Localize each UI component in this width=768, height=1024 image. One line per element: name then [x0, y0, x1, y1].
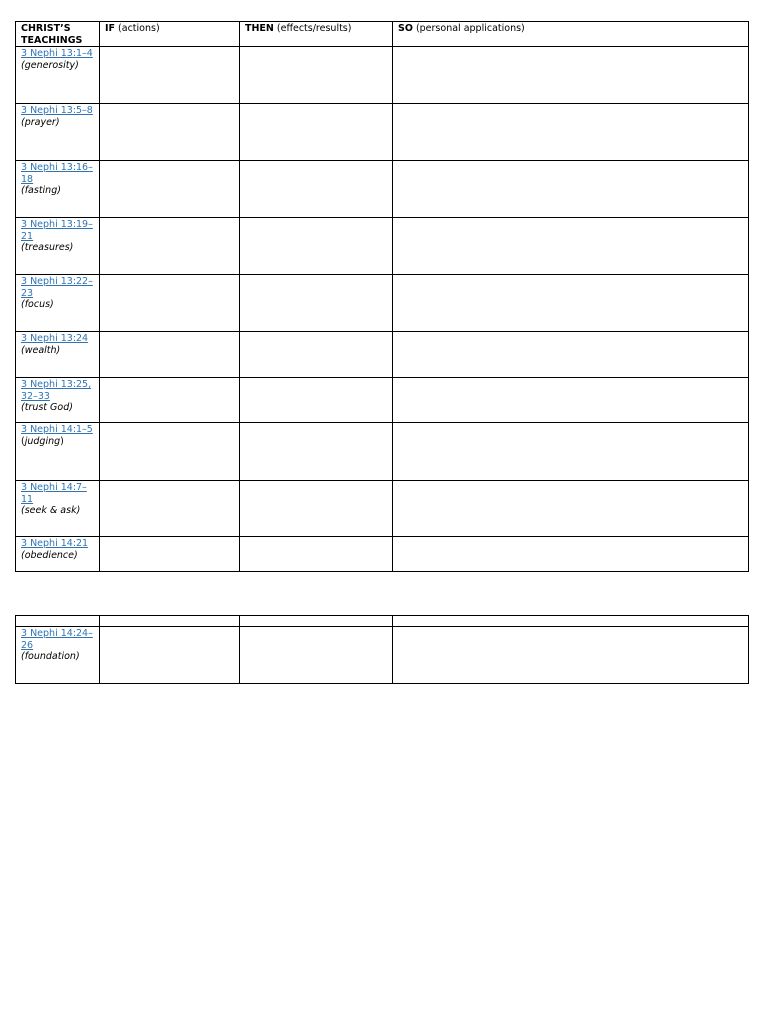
so-cell[interactable] — [393, 47, 749, 104]
header-teachings-label: CHRIST’S TEACHINGS — [21, 23, 83, 46]
so-cell[interactable] — [393, 627, 749, 684]
header-so-rest: (personal applications) — [412, 23, 525, 34]
teaching-cell — [16, 378, 100, 423]
table-row — [16, 537, 749, 572]
teaching-cell — [16, 332, 100, 378]
so-cell[interactable] — [393, 104, 749, 161]
header-teachings — [16, 22, 100, 47]
if-cell[interactable] — [100, 275, 240, 332]
continued-header-row — [16, 616, 749, 627]
topic-label: (generosity) — [21, 59, 79, 71]
then-cell[interactable] — [240, 378, 393, 423]
header-then-rest: (effects/results) — [273, 23, 352, 34]
scripture-link[interactable]: 3 Nephi 13:19–21 — [21, 219, 93, 242]
then-cell[interactable] — [240, 275, 393, 332]
then-cell[interactable] — [240, 423, 393, 481]
topic-open-paren: ( — [21, 435, 25, 447]
topic-label: (treasures) — [21, 242, 74, 253]
table-row — [16, 378, 749, 423]
table-row — [16, 627, 749, 684]
scripture-link[interactable]: 3 Nephi 13:24 — [21, 333, 89, 344]
if-cell[interactable] — [100, 161, 240, 218]
teaching-cell — [16, 218, 100, 275]
table-row — [16, 275, 749, 332]
topic-close-paren: ) — [60, 435, 64, 447]
table-row — [16, 47, 749, 104]
teaching-cell — [16, 104, 100, 161]
if-cell[interactable] — [100, 332, 240, 378]
topic-label: (seek & ask) — [21, 505, 81, 516]
scripture-link[interactable]: 3 Nephi 14:24–26 — [21, 628, 93, 651]
if-cell[interactable] — [100, 104, 240, 161]
then-cell[interactable] — [240, 161, 393, 218]
topic-label: (obedience) — [21, 549, 78, 561]
topic-label: (wealth) — [21, 344, 61, 356]
teaching-cell — [16, 627, 100, 684]
scripture-link[interactable]: 3 Nephi 13:5–8 — [21, 105, 93, 116]
teaching-cell — [16, 481, 100, 537]
header-so-bold: SO — [398, 23, 413, 34]
if-cell[interactable] — [100, 481, 240, 537]
scripture-link[interactable]: 3 Nephi 14:21 — [21, 538, 89, 549]
then-cell[interactable] — [240, 332, 393, 378]
scripture-link[interactable]: 3 Nephi 13:16–18 — [21, 162, 93, 185]
if-cell[interactable] — [100, 47, 240, 104]
table-row — [16, 332, 749, 378]
if-cell[interactable] — [100, 378, 240, 423]
so-cell[interactable] — [393, 481, 749, 537]
then-cell[interactable] — [240, 627, 393, 684]
teachings-table-continued — [15, 615, 749, 684]
topic-label: (prayer) — [21, 116, 60, 128]
empty-header-cell — [240, 616, 393, 627]
if-cell[interactable] — [100, 218, 240, 275]
header-so — [393, 22, 749, 47]
topic-label: (fasting) — [21, 185, 61, 196]
header-then-bold: THEN — [245, 23, 274, 34]
topic-label: (focus) — [21, 299, 54, 310]
header-if-rest: (actions) — [115, 23, 160, 34]
topic-label: (trust God) — [21, 402, 73, 413]
scripture-link[interactable]: 3 Nephi 13:22–23 — [21, 276, 93, 299]
then-cell[interactable] — [240, 47, 393, 104]
then-cell[interactable] — [240, 218, 393, 275]
scripture-link[interactable]: 3 Nephi 14:1–5 — [21, 424, 93, 435]
teaching-cell — [16, 161, 100, 218]
if-cell[interactable] — [100, 423, 240, 481]
topic-word: judging — [24, 435, 61, 447]
so-cell[interactable] — [393, 218, 749, 275]
then-cell[interactable] — [240, 481, 393, 537]
so-cell[interactable] — [393, 332, 749, 378]
if-cell[interactable] — [100, 537, 240, 572]
so-cell[interactable] — [393, 275, 749, 332]
table-row — [16, 161, 749, 218]
topic-label — [21, 436, 95, 448]
then-cell[interactable] — [240, 104, 393, 161]
scripture-link[interactable]: 3 Nephi 13:1–4 — [21, 48, 93, 59]
scripture-link[interactable]: 3 Nephi 13:25, 32–33 — [21, 379, 92, 402]
so-cell[interactable] — [393, 537, 749, 572]
empty-header-cell — [16, 616, 100, 627]
empty-header-cell — [393, 616, 749, 627]
topic-label: (foundation) — [21, 651, 80, 662]
table-row — [16, 218, 749, 275]
so-cell[interactable] — [393, 378, 749, 423]
teaching-cell — [16, 275, 100, 332]
header-then — [240, 22, 393, 47]
table-row — [16, 104, 749, 161]
table-row — [16, 481, 749, 537]
table-row — [16, 423, 749, 481]
then-cell[interactable] — [240, 537, 393, 572]
teaching-cell — [16, 47, 100, 104]
if-cell[interactable] — [100, 627, 240, 684]
teachings-table — [15, 21, 749, 572]
empty-header-cell — [100, 616, 240, 627]
so-cell[interactable] — [393, 161, 749, 218]
header-if — [100, 22, 240, 47]
so-cell[interactable] — [393, 423, 749, 481]
teaching-cell — [16, 537, 100, 572]
table-header-row — [16, 22, 749, 47]
header-if-bold: IF — [105, 23, 116, 34]
scripture-link[interactable]: 3 Nephi 14:7–11 — [21, 482, 87, 505]
teaching-cell — [16, 423, 100, 481]
